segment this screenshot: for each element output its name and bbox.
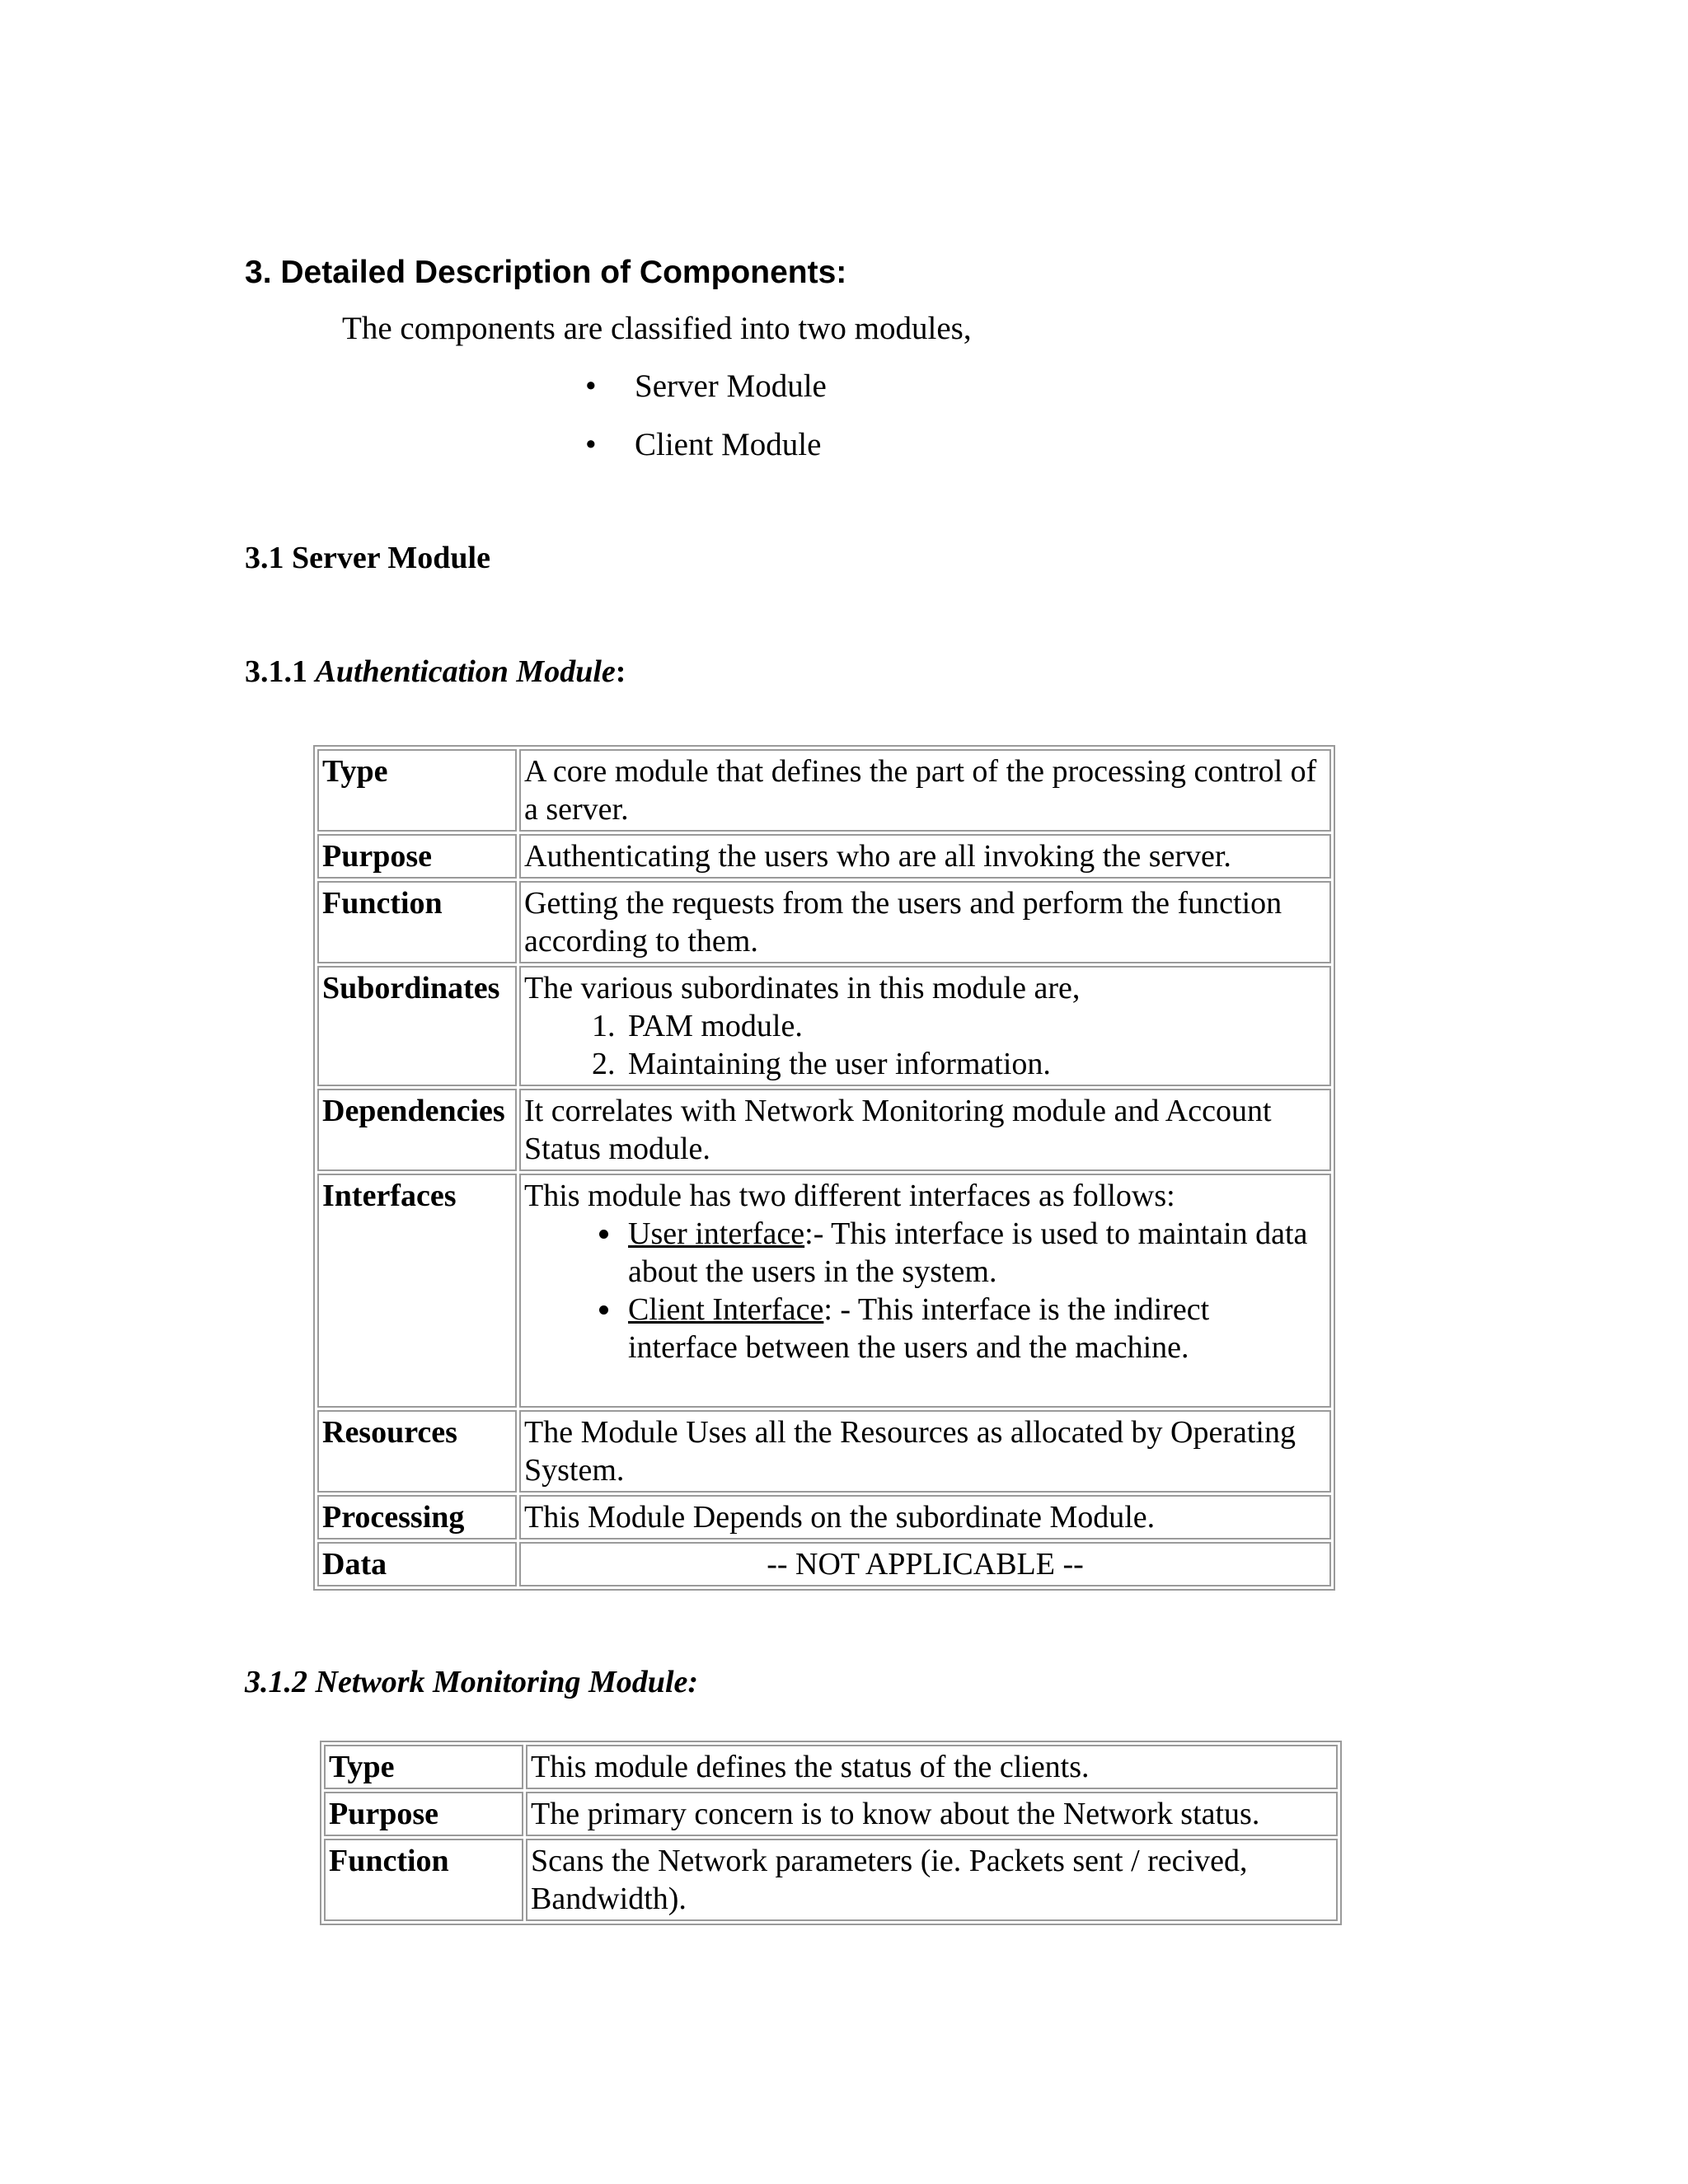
subordinates-intro: The various subordinates in this module are, [524, 971, 1081, 1005]
row-label: Purpose [324, 1792, 523, 1836]
bullet-icon: • [585, 368, 597, 404]
row-value: -- NOT APPLICABLE -- [519, 1542, 1331, 1586]
table-row [317, 749, 1331, 832]
intro-text: The components are classified into two modules, [342, 311, 972, 346]
row-value: Getting the requests from the users and perform the function according to them. [519, 881, 1331, 963]
row-value: The primary concern is to know about the Network status. [526, 1792, 1338, 1836]
row-label: Purpose [317, 834, 517, 879]
table-row [317, 881, 1331, 963]
section-title: Authentication Module [315, 654, 616, 689]
row-value: Scans the Network parameters (ie. Packets sent / recived, Bandwidth). [526, 1839, 1338, 1921]
row-value: The Module Uses all the Resources as allocated by Operating System. [519, 1410, 1331, 1493]
module-list-item [585, 366, 827, 407]
table-row [317, 966, 1331, 1086]
table-row [317, 1089, 1331, 1171]
row-value: This Module Depends on the subordinate Module. [519, 1495, 1331, 1540]
row-label: Type [317, 749, 517, 832]
table-row [317, 1174, 1331, 1408]
bullet-icon: • [585, 427, 597, 462]
table-row [324, 1792, 1338, 1836]
interfaces-intro: This module has two different interfaces as follows: [524, 1179, 1175, 1213]
interface-name: Client Interface [628, 1292, 824, 1327]
row-value [519, 1174, 1331, 1408]
subordinates-list [524, 1007, 1326, 1083]
list-item [623, 1215, 1326, 1291]
interface-description: : - This interface is the indirect interface between the users and the machine. [628, 1292, 1210, 1365]
row-label: Interfaces [317, 1174, 517, 1408]
section-heading-3-1: 3.1 Server Module [245, 541, 490, 575]
authentication-module-table [313, 745, 1335, 1591]
section-heading-3-1-2 [245, 1661, 698, 1703]
row-label: Processing [317, 1495, 517, 1540]
table-row [317, 834, 1331, 879]
row-label: Resources [317, 1410, 517, 1493]
interfaces-list [524, 1215, 1326, 1366]
list-item [623, 1291, 1326, 1366]
interface-name: User interface [628, 1216, 805, 1251]
section-suffix: : [615, 654, 626, 689]
table-row [317, 1542, 1331, 1586]
row-value: A core module that defines the part of the processing control of a server. [519, 749, 1331, 832]
section-heading-3: 3. Detailed Description of Components: [245, 255, 847, 290]
module-list-item [585, 424, 821, 466]
row-label: Function [324, 1839, 523, 1921]
section-number: 3.1.1 [245, 654, 307, 689]
table-row [317, 1410, 1331, 1493]
table-row [324, 1839, 1338, 1921]
row-value: Authenticating the users who are all invoking the server. [519, 834, 1331, 879]
row-label: Dependencies [317, 1089, 517, 1171]
module-name: Server Module [635, 368, 827, 404]
interface-description: :- This interface is used to maintain data about the users in the system. [628, 1216, 1308, 1289]
section-title: 3.1.2 Network Monitoring Module: [245, 1665, 699, 1699]
row-value: It correlates with Network Monitoring module and Account Status module. [519, 1089, 1331, 1171]
module-name: Client Module [635, 427, 822, 462]
row-value: This module defines the status of the clients. [526, 1745, 1338, 1789]
section-heading-3-1-1 [245, 651, 626, 692]
row-label: Data [317, 1542, 517, 1586]
list-item: 1. PAM module. [623, 1007, 1326, 1045]
row-label: Type [324, 1745, 523, 1789]
table-row [324, 1745, 1338, 1789]
row-label: Function [317, 881, 517, 963]
network-monitoring-module-table [320, 1741, 1342, 1925]
row-label: Subordinates [317, 966, 517, 1086]
row-value [519, 966, 1331, 1086]
list-item: 2. Maintaining the user information. [623, 1045, 1326, 1083]
table-row [317, 1495, 1331, 1540]
